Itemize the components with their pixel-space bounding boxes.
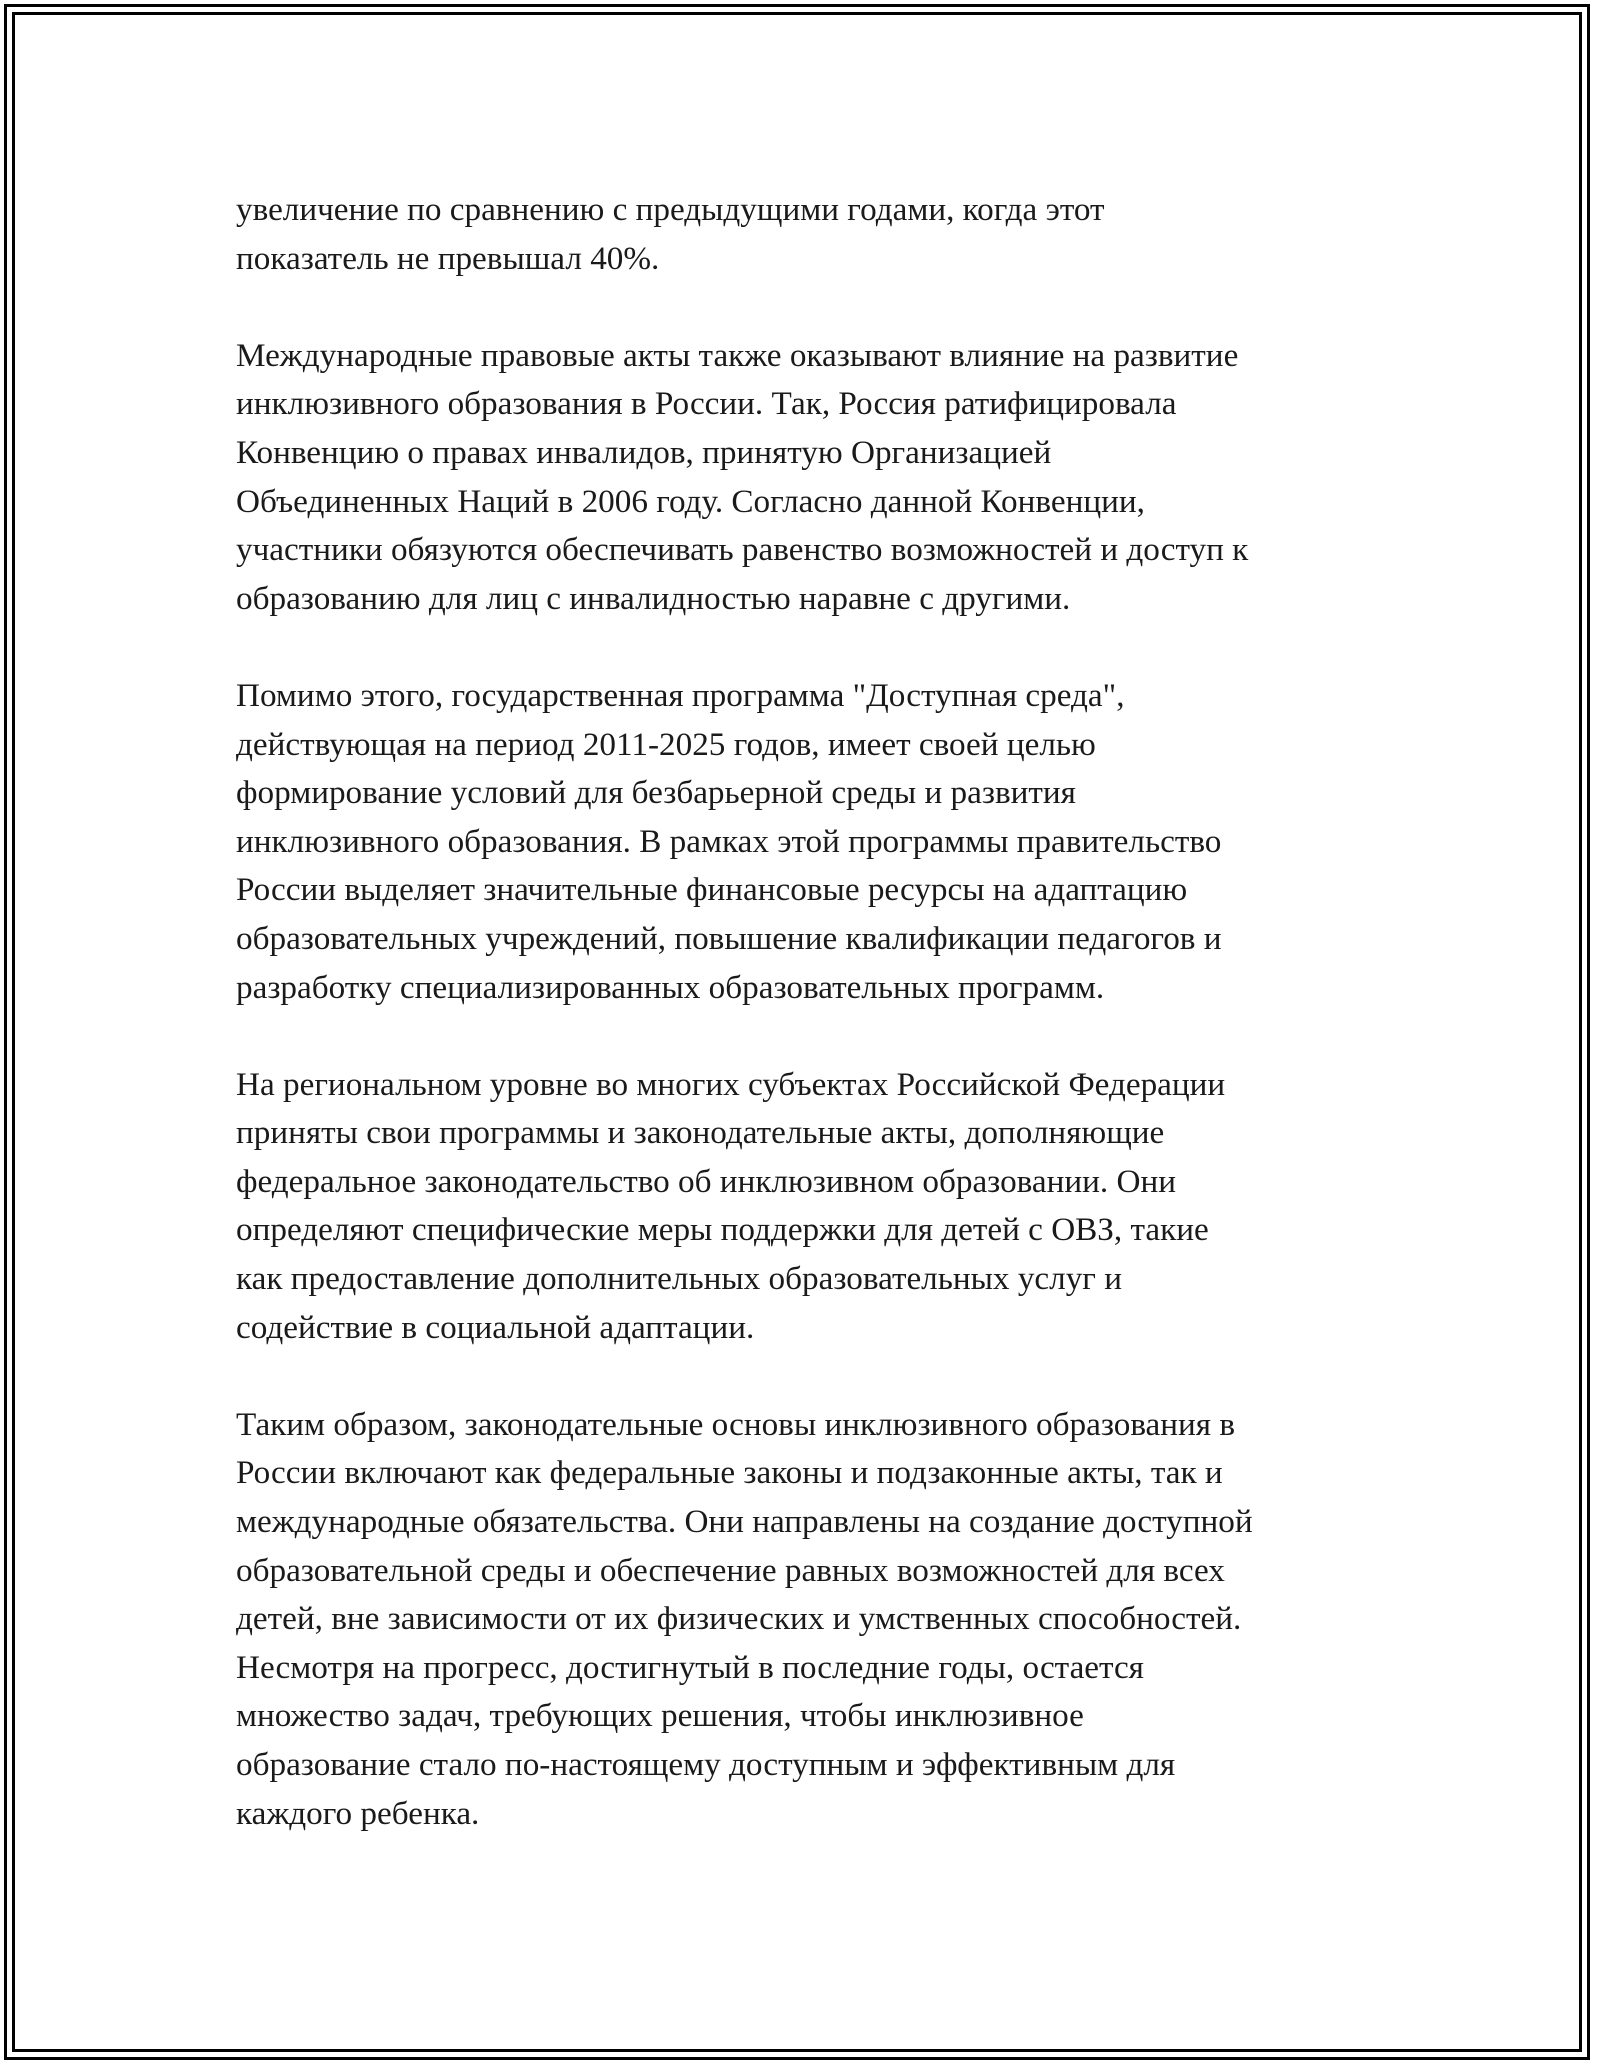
- text-line: определяют специфические меры поддержки для детей с ОВЗ, такие: [236, 1211, 1209, 1249]
- text-line: как предоставление дополнительных образовательных услуг и: [236, 1260, 1122, 1298]
- document-body: [236, 186, 1376, 1887]
- text-line: инклюзивного образования в России. Так, Россия ратифицировала: [236, 385, 1177, 423]
- text-line: разработку специализированных образовательных программ.: [236, 968, 1105, 1006]
- paragraph: [236, 186, 1376, 283]
- paragraph: [236, 672, 1376, 1012]
- text-line: Конвенцию о правах инвалидов, принятую Организацией: [236, 433, 1052, 471]
- text-line: России включают как федеральные законы и подзаконные акты, так и: [236, 1454, 1223, 1492]
- text-line: Помимо этого, государственная программа "Доступная среда",: [236, 676, 1125, 714]
- text-line: содействие в социальной адаптации.: [236, 1308, 755, 1346]
- text-line: участники обязуются обеспечивать равенство возможностей и доступ к: [236, 531, 1249, 569]
- text-line: приняты свои программы и законодательные акты, дополняющие: [236, 1114, 1165, 1152]
- text-line: действующая на период 2011-2025 годов, имеет своей целью: [236, 725, 1096, 763]
- paragraph: [236, 1401, 1376, 1838]
- text-line: образованию для лиц с инвалидностью наравне с другими.: [236, 579, 1071, 617]
- text-line: Международные правовые акты также оказывают влияние на развитие: [236, 336, 1239, 374]
- text-line: международные обязательства. Они направлены на создание доступной: [236, 1503, 1253, 1541]
- text-line: образовательной среды и обеспечение равных возможностей для всех: [236, 1551, 1225, 1589]
- text-line: образовательных учреждений, повышение квалификации педагогов и: [236, 919, 1222, 957]
- text-line: федеральное законодательство об инклюзивном образовании. Они: [236, 1162, 1177, 1200]
- text-line: Объединенных Наций в 2006 году. Согласно данной Конвенции,: [236, 482, 1145, 520]
- text-line: инклюзивного образования. В рамках этой программы правительство: [236, 822, 1222, 860]
- text-line: показатель не превышал 40%.: [236, 239, 660, 277]
- text-line: множество задач, требующих решения, чтобы инклюзивное: [236, 1697, 1084, 1735]
- text-line: увеличение по сравнению с предыдущими годами, когда этот: [236, 191, 1105, 228]
- paragraph: [236, 332, 1376, 624]
- paragraph: [236, 1061, 1376, 1353]
- text-line: На региональном уровне во многих субъектах Российской Федерации: [236, 1065, 1226, 1103]
- text-line: детей, вне зависимости от их физических и умственных способностей.: [236, 1600, 1242, 1638]
- text-line: России выделяет значительные финансовые ресурсы на адаптацию: [236, 871, 1188, 909]
- text-line: Таким образом, законодательные основы инклюзивного образования в: [236, 1405, 1236, 1443]
- text-line: образование стало по-настоящему доступным и эффективным для: [236, 1746, 1176, 1783]
- text-line: Несмотря на прогресс, достигнутый в последние годы, остается: [236, 1648, 1144, 1686]
- text-line: формирование условий для безбарьерной среды и развития: [236, 774, 1076, 812]
- text-line: каждого ребенка.: [236, 1794, 480, 1832]
